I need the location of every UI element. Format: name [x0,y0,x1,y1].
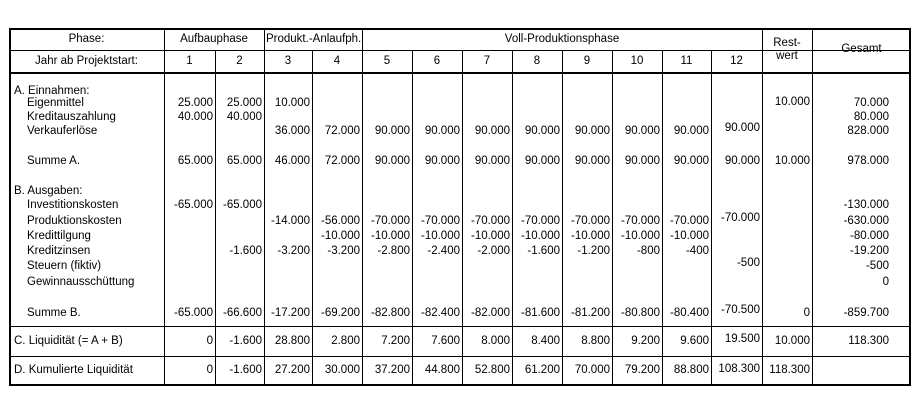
cell-verkaufserloese-11: 90.000 [673,125,709,137]
cell-liquiditaet-1: 0 [206,335,213,347]
section-b_title: B. Ausgaben: [14,185,83,197]
cell-kreditzinsen-11: -400 [685,245,709,257]
cell-produktionskosten-6: -70.000 [420,215,460,227]
year-12: 12 [730,55,743,67]
year-9: 9 [583,55,591,67]
cell-kumulierte-10: 79.200 [624,364,660,376]
cell-summe_b-4: -69.200 [320,307,360,319]
cell-produktionskosten-3: -14.000 [270,215,310,227]
cell-summe_a-7: 90.000 [474,155,510,167]
cell-produktionskosten-10: -70.000 [620,215,660,227]
cell-kumulierte-11: 88.800 [673,364,709,376]
cell-summe_a-3: 46.000 [274,155,310,167]
gesamt-header: Gesamt [841,43,882,55]
cell-eigenmittel-3: 10.000 [274,97,310,109]
year-11: 11 [680,55,693,67]
cell-kredittilgung-4: -10.000 [320,230,360,242]
cell-summe_b-5: -82.800 [370,307,410,319]
cell-kreditzinsen-8: -1.600 [527,245,560,257]
cell-kumulierte-9: 70.000 [574,364,610,376]
cell-kreditzinsen-9: -1.200 [577,245,610,257]
cell-kumulierte-6: 44.800 [424,364,460,376]
cell-summe_b-9: -81.200 [570,307,610,319]
cell-liquiditaet-12: 19.500 [724,333,760,345]
cell-produktionskosten-4: -56.000 [320,215,360,227]
cell-summe_b-2: -66.600 [222,307,262,319]
table-col-rule-6 [909,28,911,386]
year-4: 4 [333,55,341,67]
year-2: 2 [236,55,243,67]
cell-kreditauszahlung-1: 40.000 [177,111,213,123]
cell-liquiditaet-11: 9.600 [680,335,709,347]
cell-eigenmittel-total: 70.000 [853,97,889,109]
cell-liquiditaet-10: 9.200 [631,335,660,347]
cell-summe_b-total: -859.700 [843,307,889,319]
cell-liquiditaet-7: 8.000 [481,335,510,347]
cell-produktionskosten-7: -70.000 [470,215,510,227]
cell-produktionskosten-5: -70.000 [370,215,410,227]
cell-kreditzinsen-3: -3.200 [277,245,310,257]
cell-liquiditaet-2: -1.600 [229,335,262,347]
phase-anlauf: Produkt.-Anlaufph. [266,33,362,45]
restwert-header: Rest- [773,37,801,49]
cell-kreditzinsen-6: -2.400 [427,245,460,257]
year-5: 5 [383,55,391,67]
cell-produktionskosten-total: -630.000 [843,215,889,227]
cell-verkaufserloese-12: 90.000 [724,122,760,134]
cell-summe_b-10: -80.800 [620,307,660,319]
row-label-produktionskosten: Produktionskosten [27,215,122,227]
row-label-kumulierte: D. Kumulierte Liquidität [14,364,133,376]
cell-summe_a-12: 90.000 [724,155,760,167]
cell-kredittilgung-6: -10.000 [420,230,460,242]
cell-kumulierte-4: 30.000 [324,364,360,376]
phase-aufbau: Aufbauphase [180,33,248,45]
year-6: 6 [433,55,441,67]
cell-kredittilgung-5: -10.000 [370,230,410,242]
row-label-liquiditaet: C. Liquidität (= A + B) [14,335,123,347]
cell-summe_a-6: 90.000 [424,155,460,167]
cell-kreditzinsen-2: -1.600 [229,245,262,257]
cell-liquiditaet-5: 7.200 [381,335,410,347]
cell-kreditauszahlung-2: 40.000 [226,111,262,123]
year-8: 8 [533,55,541,67]
cell-summe_b-12: -70.500 [720,304,760,316]
cell-produktionskosten-12: -70.000 [720,212,760,224]
table-rule-3 [9,326,911,327]
cell-liquiditaet-total: 118.300 [848,335,889,347]
row-label-verkaufserloese: Verkauferlöse [27,125,98,137]
cell-kreditauszahlung-total: 80.000 [853,111,889,123]
row-label-kredittilgung: Kredittilgung [27,230,91,242]
row-label-summe_a: Summe A. [27,155,81,167]
phase-label: Phase: [68,33,105,45]
cell-verkaufserloese-8: 90.000 [524,125,560,137]
cell-kredittilgung-10: -10.000 [620,230,660,242]
table-rule-4 [9,356,911,357]
cell-kreditzinsen-4: -3.200 [327,245,360,257]
cell-liquiditaet-4: 2.800 [331,335,360,347]
cell-liquiditaet-8: 8.400 [531,335,560,347]
cell-investitionskosten-total: -130.000 [843,199,889,211]
year-7: 7 [483,55,491,67]
table-col-rule-4 [762,28,763,386]
cell-summe_a-11: 90.000 [673,155,709,167]
cell-kredittilgung-7: -10.000 [470,230,510,242]
table-rule-0 [9,28,911,30]
restwert-header-2: wert [776,50,798,62]
cell-kumulierte-2: -1.600 [229,364,262,376]
cell-kreditzinsen-10: -800 [636,245,660,257]
row-label-eigenmittel: Eigenmittel [27,97,84,109]
cell-steuern-12: -500 [736,257,760,269]
cell-summe_b-rest: 0 [803,307,810,319]
row-label-investitionskosten: Investitionskosten [27,199,119,211]
cell-kredittilgung-total: -80.000 [849,230,889,242]
cell-eigenmittel-1: 25.000 [177,97,213,109]
cell-summe_b-6: -82.400 [420,307,460,319]
row-label-summe_b: Summe B. [27,307,81,319]
year-1: 1 [186,55,193,67]
row-label-kreditauszahlung: Kreditauszahlung [27,111,116,123]
cell-liquiditaet-rest: 10.000 [774,335,810,347]
cell-kumulierte-8: 61.200 [524,364,560,376]
cell-liquiditaet-9: 8.800 [581,335,610,347]
cell-verkaufserloese-5: 90.000 [374,125,410,137]
cell-eigenmittel-rest: 10.000 [774,96,810,108]
cell-kredittilgung-11: -10.000 [669,230,709,242]
liquidity-plan-table [9,28,911,386]
table-col-rule-2 [264,28,265,386]
cell-summe_b-8: -81.600 [520,307,560,319]
cell-kreditzinsen-7: -2.000 [477,245,510,257]
cell-kredittilgung-9: -10.000 [570,230,610,242]
year-label: Jahr ab Projektstart: [35,55,138,67]
cell-verkaufserloese-9: 90.000 [574,125,610,137]
cell-summe_b-11: -80.400 [669,307,709,319]
cell-summe_a-2: 65.000 [226,155,262,167]
cell-verkaufserloese-3: 36.000 [274,125,310,137]
cell-verkaufserloese-7: 90.000 [474,125,510,137]
cell-summe_b-7: -82.000 [470,307,510,319]
table-rule-2 [9,72,911,74]
row-label-kreditzinsen: Kreditzinsen [27,245,91,257]
table-col-rule-3 [362,28,363,386]
cell-verkaufserloese-6: 90.000 [424,125,460,137]
cell-kumulierte-5: 37.200 [374,364,410,376]
cell-summe_a-total: 978.000 [847,155,889,167]
cell-summe_a-rest: 10.000 [774,155,810,167]
cell-liquiditaet-6: 7.600 [431,335,460,347]
cell-summe_b-1: -65.000 [173,307,213,319]
cell-kreditzinsen-total: -19.200 [849,245,889,257]
cell-produktionskosten-9: -70.000 [570,215,610,227]
cell-steuern-total: -500 [865,260,889,272]
cell-kumulierte-1: 0 [206,364,213,376]
cell-summe_a-8: 90.000 [524,155,560,167]
cell-summe_a-4: 72.000 [324,155,360,167]
cell-summe_a-9: 90.000 [574,155,610,167]
cell-eigenmittel-2: 25.000 [226,97,262,109]
cell-kumulierte-rest: 118.300 [769,364,810,376]
table-col-rule-0 [9,28,11,386]
cell-kumulierte-3: 27.200 [274,364,310,376]
row-label-gewinnausschuettung: Gewinnausschüttung [27,276,135,288]
cell-kumulierte-12: 108.300 [718,363,760,375]
cell-produktionskosten-8: -70.000 [520,215,560,227]
cell-kumulierte-7: 52.800 [474,364,510,376]
cell-summe_a-10: 90.000 [624,155,660,167]
section-a_title: A. Einnahmen: [14,85,90,97]
row-label-steuern: Steuern (fiktiv) [27,260,102,272]
cell-summe_a-5: 90.000 [374,155,410,167]
cell-kreditzinsen-5: -2.800 [377,245,410,257]
table-rule-5 [9,384,911,386]
cell-investitionskosten-1: -65.000 [173,199,213,211]
cell-verkaufserloese-10: 90.000 [624,125,660,137]
cell-summe_a-1: 65.000 [177,155,213,167]
cell-verkaufserloese-total: 828.000 [847,125,889,137]
year-10: 10 [630,55,644,67]
cell-verkaufserloese-4: 72.000 [324,125,360,137]
cell-kredittilgung-8: -10.000 [520,230,560,242]
year-3: 3 [284,55,292,67]
cell-summe_b-3: -17.200 [270,307,310,319]
phase-voll: Voll-Produktionsphase [504,33,620,45]
cell-investitionskosten-2: -65.000 [222,199,262,211]
cell-liquiditaet-3: 28.800 [274,335,310,347]
cell-produktionskosten-11: -70.000 [669,215,709,227]
cell-gewinnausschuettung-total: 0 [882,276,889,288]
